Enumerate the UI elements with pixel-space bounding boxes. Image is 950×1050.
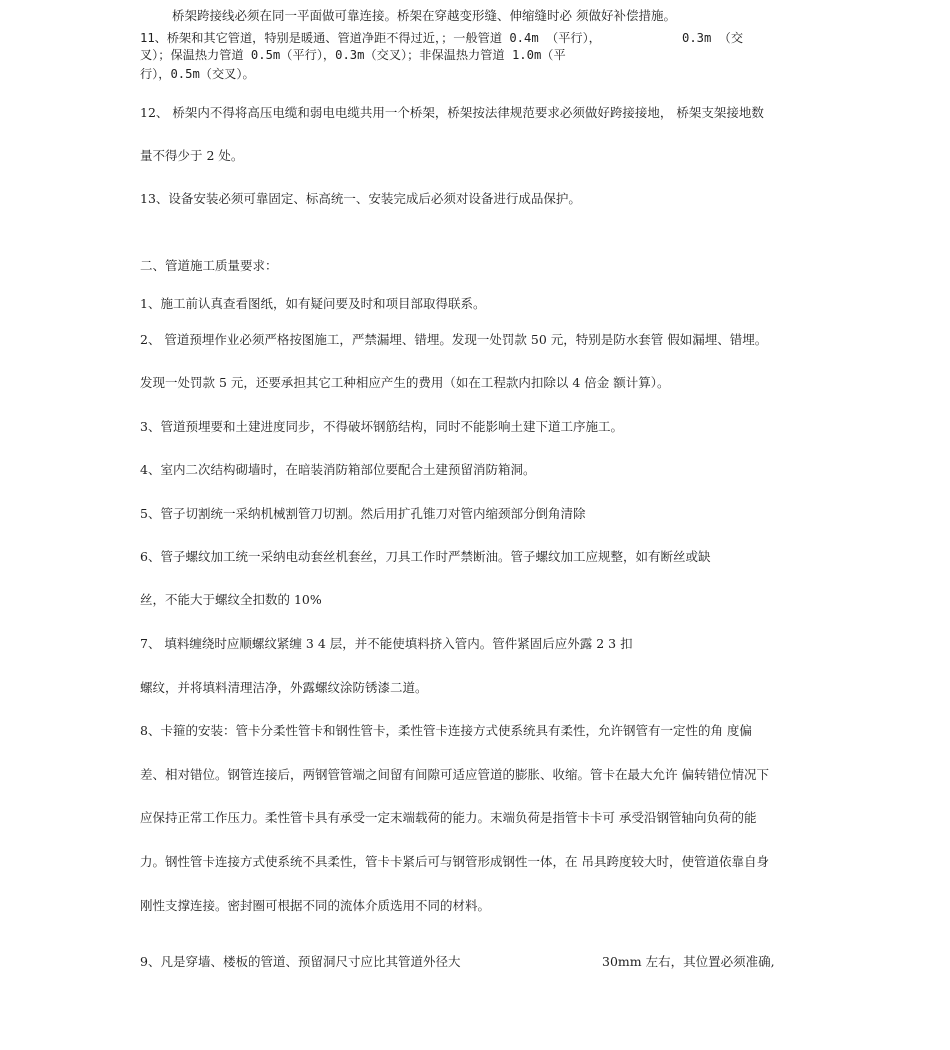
text-line-pipe-9-tail: 30mm 左右，其位置必须准确, [602, 954, 775, 969]
text-line-item-13: 13、设备安装必须可靠固定、标高统一、安装完成后必须对设备进行成品保护。 [140, 191, 581, 206]
text-line-pipe-7-cont: 螺纹，并将填料清理洁净，外露螺纹涂防锈漆二道。 [140, 680, 428, 695]
text-line-item-11-cont1: 叉）；保温热力管道 0.5m（平行），0.3m（交叉）；非保温热力管道 1.0m（平 [140, 48, 566, 62]
text-line-pipe-8-cont1: 差、相对错位。钢管连接后，两钢管管端之间留有间隙可适应管道的膨胀、收缩。管卡在最大允许 偏转错位情况下 [140, 767, 769, 782]
text-line-pipe-3: 3、管道预埋要和土建进度同步，不得破坏钢筋结构，同时不能影响土建下道工序施工。 [140, 419, 623, 434]
text-line-item-11-cont2: 行），0.5m（交叉）。 [140, 67, 255, 81]
text-line-pipe-7: 7、 填料缠绕时应顺螺纹紧缠 3 4 层，并不能使填料挤入管内。管件紧固后应外露 2 3 扣 [140, 636, 633, 651]
text-line-item-11-tail: 0.3m （交 [682, 31, 744, 45]
text-line-bridge-jumper: 桥架跨接线必须在同一平面做可靠连接。桥架在穿越变形缝、伸缩缝时必 须做好补偿措施。 [172, 8, 676, 23]
text-line-pipe-6-cont: 丝，不能大于螺纹全扣数的 10% [140, 592, 322, 607]
text-line-pipe-1: 1、施工前认真查看图纸，如有疑问要及时和项目部取得联系。 [140, 296, 486, 311]
text-line-pipe-4: 4、室内二次结构砌墙时，在暗装消防箱部位要配合土建预留消防箱洞。 [140, 462, 536, 477]
text-line-pipe-8: 8、卡箍的安装：管卡分柔性管卡和钢性管卡，柔性管卡连接方式使系统具有柔性，允许钢管有一定性的角 度偏 [140, 723, 752, 738]
text-line-item-12-cont: 量不得少于 2 处。 [140, 148, 244, 163]
section-heading-pipe-quality: 二、管道施工质量要求： [140, 258, 278, 273]
text-line-pipe-6: 6、管子螺纹加工统一采纳电动套丝机套丝，刀具工作时严禁断油。管子螺纹加工应规整，如有断丝或缺 [140, 549, 711, 564]
text-line-pipe-8-cont4: 刚性支撑连接。密封圈可根据不同的流体介质选用不同的材料。 [140, 898, 491, 913]
text-line-item-11: 11、桥架和其它管道，特别是暖通、管道净距不得过近，；一般管道 0.4m （平行）， [140, 31, 601, 45]
text-line-pipe-5: 5、管子切割统一采纳机械割管刀切割。然后用扩孔锥刀对管内缩颈部分倒角清除 [140, 506, 586, 521]
text-line-pipe-8-cont2: 应保持正常工作压力。柔性管卡具有承受一定末端载荷的能力。末端负荷是指管卡卡可 承受沿钢管轴向负荷的能 [140, 810, 757, 825]
text-line-pipe-9: 9、凡是穿墙、楼板的管道、预留洞尺寸应比其管道外径大 [140, 954, 461, 969]
text-line-pipe-2-cont: 发现一处罚款 5 元，还要承担其它工种相应产生的费用（如在工程款内扣除以 4 倍金 额计算）。 [140, 375, 670, 390]
text-line-item-12: 12、 桥架内不得将高压电缆和弱电电缆共用一个桥架，桥架按法律规范要求必须做好跨接接地， 桥架支架接地数 [140, 105, 764, 120]
text-line-pipe-8-cont3: 力。钢性管卡连接方式使系统不具柔性，管卡卡紧后可与钢管形成钢性一体，在 吊具跨度较大时，使管道依靠自身 [140, 854, 769, 869]
text-line-pipe-2: 2、 管道预埋作业必须严格按图施工，严禁漏埋、错埋。发现一处罚款 50 元，特别是防水套管 假如漏埋、错埋。 [140, 332, 768, 347]
